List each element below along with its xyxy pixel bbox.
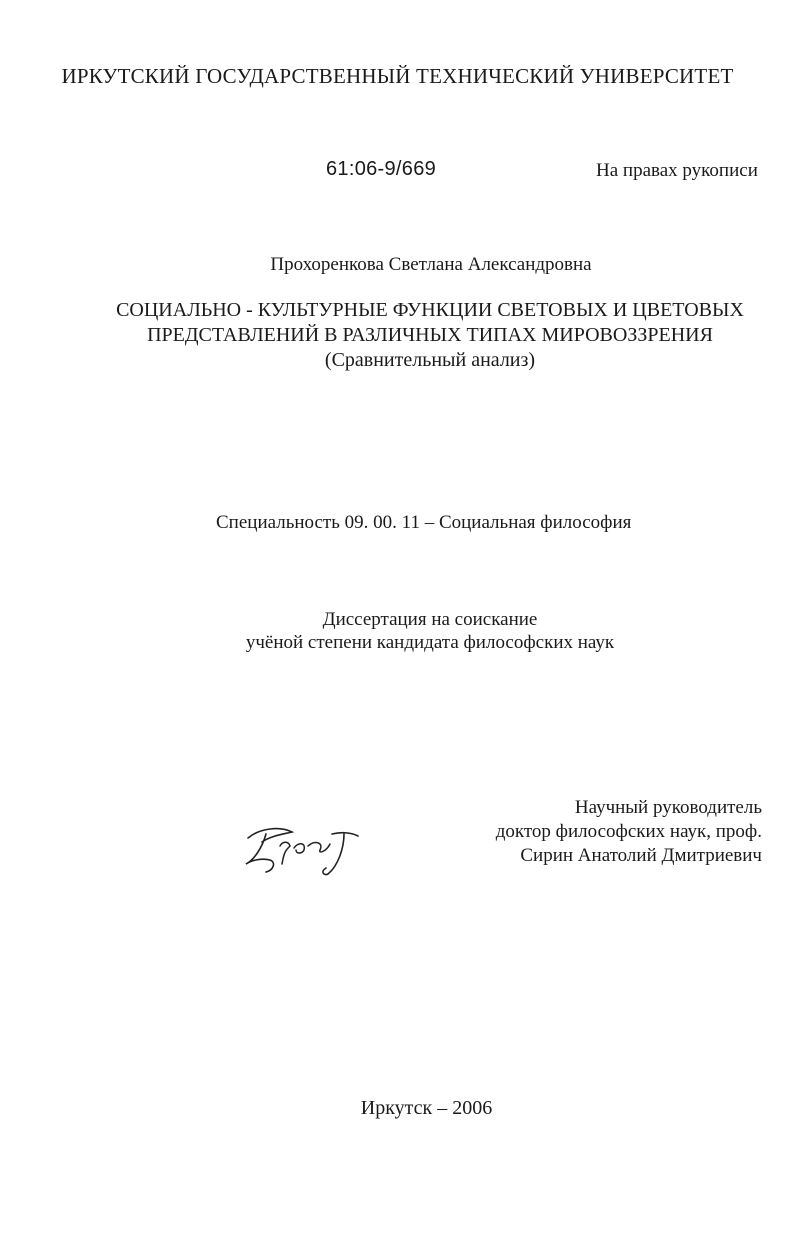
handwritten-signature (240, 820, 370, 880)
title-line-1: СОЦИАЛЬНО - КУЛЬТУРНЫЕ ФУНКЦИИ СВЕТОВЫХ И ЦВЕТОВЫХ (116, 299, 744, 321)
manuscript-rights-note: На правах рукописи (596, 160, 758, 181)
dissertation-title (0, 298, 795, 373)
title-line-2: ПРЕДСТАВЛЕНИЙ В РАЗЛИЧНЫХ ТИПАХ МИРОВОЗЗРЕНИЯ (147, 324, 713, 346)
city-and-year: Иркутск – 2006 (360, 1097, 493, 1119)
degree-line-2: учёной степени кандидата философских наук (245, 632, 615, 653)
supervisor-role: Научный руководитель (574, 797, 762, 818)
title-subtitle: (Сравнительный анализ) (324, 349, 536, 371)
author-name: Прохоренкова Светлана Александровна (270, 254, 592, 275)
supervisor-name: Сирин Анатолий Дмитриевич (520, 845, 762, 866)
degree-statement (0, 608, 795, 654)
specialty: Специальность 09. 00. 11 – Социальная философия (216, 512, 632, 533)
catalog-number: 61:06-9/669 (326, 158, 437, 180)
degree-line-1: Диссертация на соискание (322, 609, 538, 630)
university-name: ИРКУТСКИЙ ГОСУДАРСТВЕННЫЙ ТЕХНИЧЕСКИЙ УНИВЕРСИТЕТ (61, 64, 734, 88)
supervisor-rank: доктор философских наук, проф. (495, 821, 762, 842)
scientific-supervisor (496, 796, 762, 868)
